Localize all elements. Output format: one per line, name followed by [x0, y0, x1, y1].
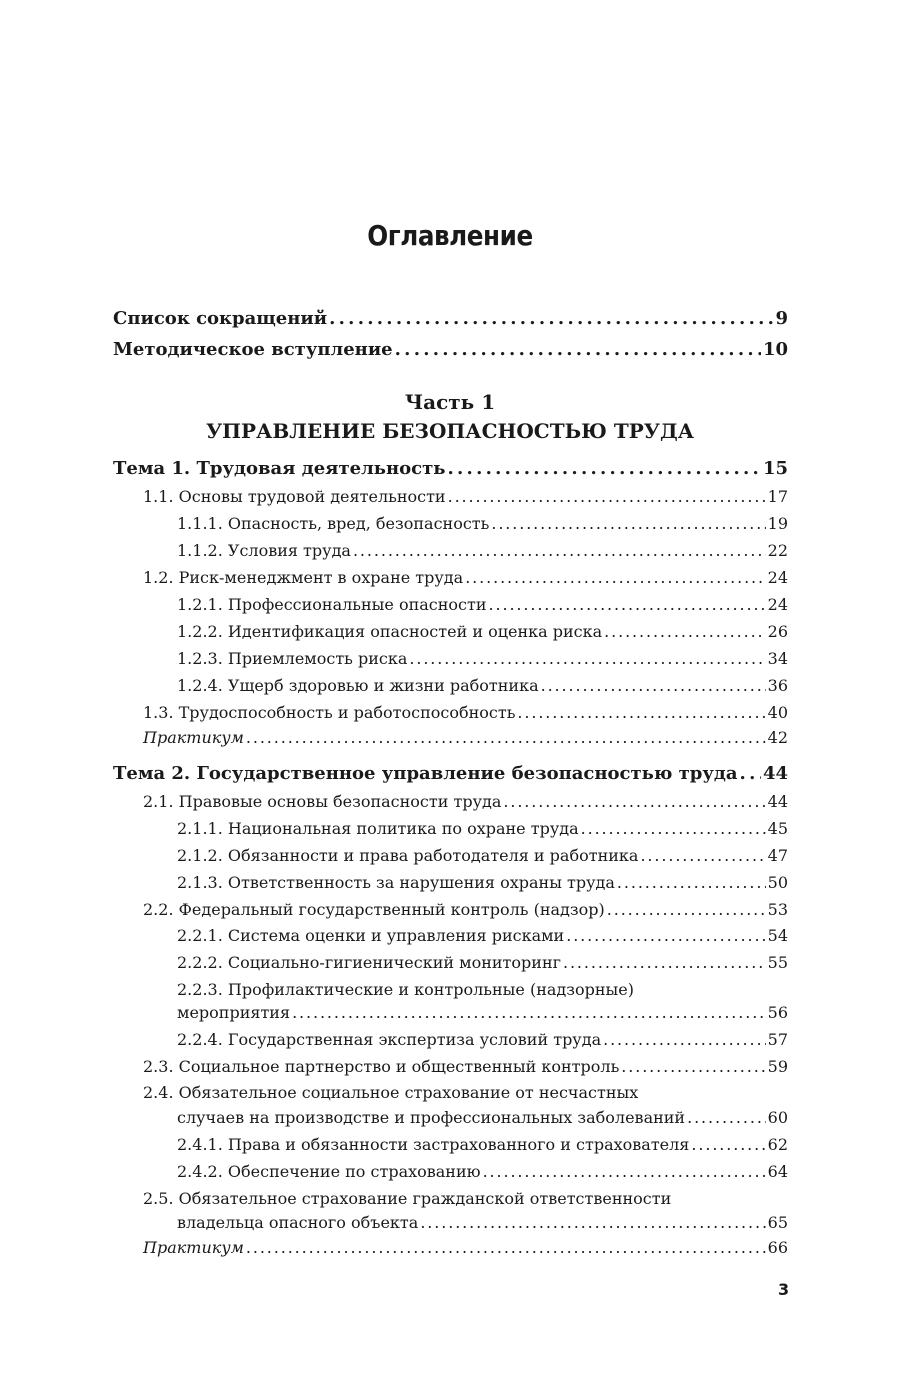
- toc-entry[interactable]: [143, 792, 788, 812]
- toc-page-number: 36: [767, 676, 788, 695]
- toc-entry[interactable]: [177, 1030, 788, 1050]
- toc-entry-label: 2.2. Федеральный государственный контроль (надзор): [143, 900, 605, 919]
- dot-leader: [292, 1003, 766, 1023]
- part-number: Часть 1: [404, 390, 496, 414]
- toc-page-number: 60: [767, 1108, 788, 1127]
- toc-entry-topic-2[interactable]: [113, 764, 788, 784]
- toc-entry[interactable]: [177, 846, 788, 866]
- toc-entry-abbreviations[interactable]: [113, 309, 788, 329]
- toc-entry[interactable]: [143, 568, 788, 588]
- toc-entry[interactable]: [177, 649, 788, 669]
- dot-leader: [483, 1162, 766, 1182]
- dot-leader: [604, 622, 765, 642]
- toc-entry-label-line1[interactable]: 2.4. Обязательное социальное страхование от несчастных: [143, 1083, 639, 1102]
- toc-entry-label: случаев на производстве и профессиональных заболеваний: [177, 1108, 686, 1127]
- toc-entry-label: Практикум: [143, 728, 244, 747]
- toc-entry-method-intro[interactable]: [113, 340, 788, 360]
- page-title: Оглавление: [367, 219, 533, 252]
- dot-leader: [691, 1135, 765, 1155]
- dot-leader: [581, 819, 766, 839]
- dot-leader: [603, 1030, 766, 1050]
- toc-entry[interactable]: [177, 622, 788, 642]
- toc-page-number: 17: [767, 487, 788, 506]
- toc-page-number: 56: [767, 1003, 788, 1022]
- toc-entry-label: 2.1.3. Ответственность за нарушения охраны труда: [177, 873, 615, 892]
- toc-entry-label: Тема 2. Государственное управление безопасностью труда: [113, 763, 738, 784]
- toc-entry-label: 2.2.4. Государственная экспертиза условий труда: [177, 1030, 602, 1049]
- toc-entry-label: 1.2.2. Идентификация опасностей и оценка риска: [177, 622, 603, 641]
- toc-entry[interactable]: [177, 595, 788, 615]
- toc-page-number: 45: [767, 819, 788, 838]
- toc-entry-label: 2.1. Правовые основы безопасности труда: [143, 792, 502, 811]
- toc-entry-label-line1[interactable]: 2.2.3. Профилактические и контрольные (надзорные): [177, 980, 634, 999]
- dot-leader: [640, 846, 765, 866]
- part-title: УПРАВЛЕНИЕ БЕЗОПАСНОСТЬЮ ТРУДА: [205, 419, 695, 443]
- toc-entry[interactable]: [177, 873, 788, 893]
- toc-page-number: 64: [767, 1162, 788, 1181]
- toc-entry[interactable]: [143, 1213, 788, 1233]
- toc-page-number: 59: [767, 1057, 788, 1076]
- dot-leader: [607, 900, 766, 920]
- toc-entry-label: 2.2.2. Социально-гигиенический мониторинг: [177, 953, 561, 972]
- toc-entry-label: 1.1.1. Опасность, вред, безопасность: [177, 514, 490, 533]
- toc-entry-topic-1[interactable]: [113, 459, 788, 479]
- toc-entry[interactable]: [177, 541, 788, 561]
- toc-page-number: 19: [767, 514, 788, 533]
- dot-leader: [246, 728, 766, 748]
- dot-leader: [353, 541, 766, 561]
- dot-leader: [617, 873, 766, 893]
- toc-entry-practicum[interactable]: [143, 728, 788, 748]
- toc-entry-label-line1[interactable]: 2.5. Обязательное страхование гражданской ответственности: [143, 1189, 672, 1208]
- dot-leader: [687, 1108, 766, 1128]
- toc-page-number: 10: [762, 339, 788, 360]
- toc-page-number: 62: [767, 1135, 788, 1154]
- dot-leader: [447, 459, 760, 479]
- dot-leader: [503, 792, 765, 812]
- toc-entry-label: 2.4.1. Права и обязанности застрахованного и страхователя: [177, 1135, 690, 1154]
- toc-entry-label: владельца опасного объекта: [177, 1213, 419, 1232]
- toc-page-number: 65: [767, 1213, 788, 1232]
- dot-leader: [448, 487, 766, 507]
- toc-entry[interactable]: [143, 1057, 788, 1077]
- toc-entry-label: 1.3. Трудоспособность и работоспособность: [143, 703, 516, 722]
- toc-entry-label: 1.2. Риск-менеджмент в охране труда: [143, 568, 464, 587]
- toc-entry[interactable]: [177, 926, 788, 946]
- toc-entry[interactable]: [143, 1108, 788, 1128]
- toc-page-number: 42: [767, 728, 788, 747]
- toc-page-number: 26: [767, 622, 788, 641]
- toc-entry[interactable]: [143, 703, 788, 723]
- dot-leader: [489, 595, 766, 615]
- toc-entry-label: 1.2.1. Профессиональные опасности: [177, 595, 487, 614]
- dot-leader: [491, 514, 765, 534]
- toc-page-number: 44: [762, 763, 788, 784]
- toc-entry[interactable]: [177, 819, 788, 839]
- dot-leader: [420, 1213, 765, 1233]
- dot-leader: [246, 1238, 766, 1258]
- toc-page-number: 44: [767, 792, 788, 811]
- toc-page-number: 34: [767, 649, 788, 668]
- dot-leader: [621, 1057, 765, 1077]
- toc-entry-label: 2.2.1. Система оценки и управления рисками: [177, 926, 565, 945]
- toc-entry[interactable]: [177, 1003, 788, 1023]
- dot-leader: [329, 309, 773, 329]
- toc-page-number: 9: [775, 308, 788, 329]
- toc-entry-label: 1.1. Основы трудовой деятельности: [143, 487, 446, 506]
- toc-entry[interactable]: [177, 514, 788, 534]
- dot-leader: [563, 953, 766, 973]
- toc-entry-label: Методическое вступление: [113, 339, 393, 360]
- dot-leader: [395, 340, 761, 360]
- toc-page-number: 24: [767, 595, 788, 614]
- toc-page-number: 22: [767, 541, 788, 560]
- toc-entry-label: 1.1.2. Условия труда: [177, 541, 351, 560]
- dot-leader: [541, 676, 766, 696]
- toc-entry-label: 2.1.2. Обязанности и права работодателя и работника: [177, 846, 639, 865]
- toc-page-number: 50: [767, 873, 788, 892]
- toc-page-number: 66: [767, 1238, 788, 1257]
- toc-entry-label: 1.2.3. Приемлемость риска: [177, 649, 408, 668]
- toc-page-number: 53: [767, 900, 788, 919]
- toc-entry[interactable]: [177, 676, 788, 696]
- toc-entry-label: Практикум: [143, 1238, 244, 1257]
- toc-entry[interactable]: [177, 953, 788, 973]
- dot-leader: [465, 568, 765, 588]
- toc-entry-label: 2.3. Социальное партнерство и общественный контроль: [143, 1057, 620, 1076]
- toc-entry-label: мероприятия: [177, 1003, 291, 1022]
- toc-page-number: 24: [767, 568, 788, 587]
- toc-entry-label: 1.2.4. Ущерб здоровью и жизни работника: [177, 676, 539, 695]
- toc-entry[interactable]: [143, 900, 788, 920]
- dot-leader: [566, 926, 765, 946]
- toc-entry[interactable]: [177, 1135, 788, 1155]
- toc-page-number: 15: [762, 458, 788, 479]
- toc-entry[interactable]: [143, 487, 788, 507]
- toc-entry-label: Тема 1. Трудовая деятельность: [113, 458, 446, 479]
- toc-page-number: 54: [767, 926, 788, 945]
- toc-entry-label: Список сокращений: [113, 308, 328, 329]
- dot-leader: [517, 703, 765, 723]
- dot-leader: [409, 649, 765, 669]
- page-number: 3: [778, 1280, 790, 1299]
- dot-leader: [740, 764, 761, 784]
- toc-page-number: 40: [767, 703, 788, 722]
- toc-entry[interactable]: [177, 1162, 788, 1182]
- toc-page-number: 57: [767, 1030, 788, 1049]
- toc-entry-label: 2.1.1. Национальная политика по охране труда: [177, 819, 579, 838]
- toc-entry-practicum[interactable]: [143, 1238, 788, 1258]
- toc-page-number: 47: [767, 846, 788, 865]
- toc-entry-label: 2.4.2. Обеспечение по страхованию: [177, 1162, 481, 1181]
- toc-page-number: 55: [767, 953, 788, 972]
